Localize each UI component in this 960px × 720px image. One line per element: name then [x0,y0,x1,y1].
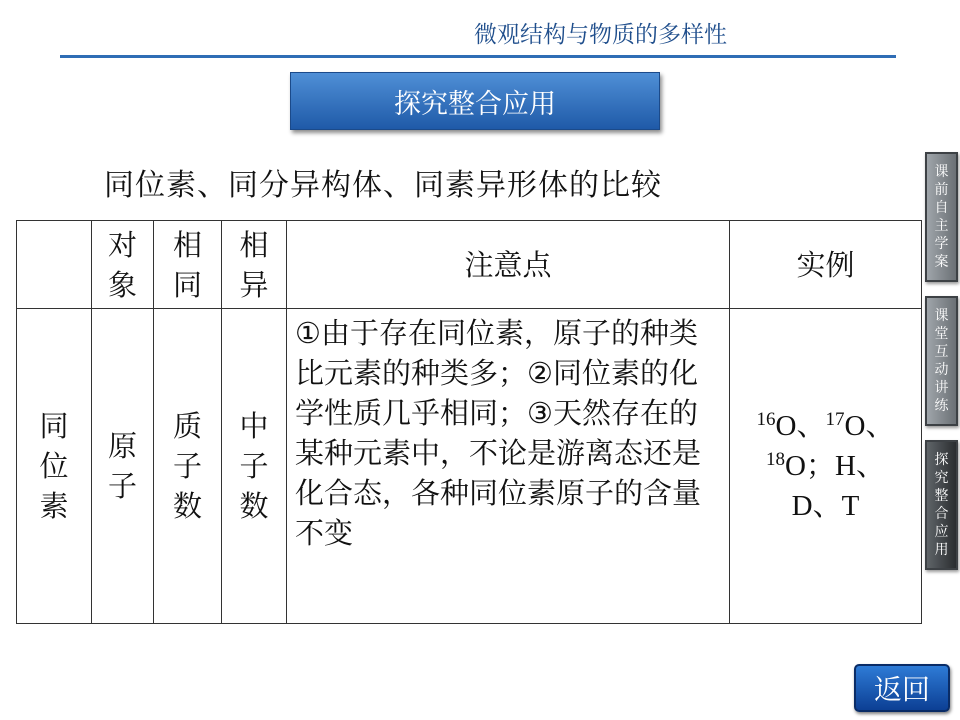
tab-pre-class-study[interactable]: 课前自主学案 [925,152,958,282]
row-different-cell: 中子数 [222,309,287,624]
example-line-1: $^{16}$O、$^{17}$O、 [756,409,895,442]
example-line-2: $^{18}$O；H、 [766,449,885,482]
header-divider [60,55,896,58]
header-notes: 注意点 [287,221,730,309]
back-button[interactable]: 返回 [854,664,950,712]
page-title: 同位素、同分异构体、同素异形体的比较 [104,168,662,203]
header-example: 实例 [730,221,922,309]
row-example-cell [730,309,922,624]
header-empty-cell [17,221,92,309]
table-header-row [17,221,922,309]
row-notes-cell: ①由于存在同位素，原子的种类比元素的种类多；②同位素的化学性质几乎相同；③天然存在的某种元素中，不论是游离态还是化合态，各种同位素原子的含量不变 [287,309,730,624]
tab-in-class-practice[interactable]: 课堂互动讲练 [925,296,958,426]
chapter-title: 微观结构与物质的多样性 [474,22,727,48]
comparison-table [16,220,922,624]
table-row [17,309,922,624]
tab-explore-integrate[interactable]: 探究整合应用 [925,440,958,570]
header-object: 对象 [92,221,154,309]
example-line-3: D、T [791,490,860,522]
row-object-cell: 原子 [92,309,154,624]
header-different: 相异 [222,221,287,309]
section-banner: 探究整合应用 [290,72,660,130]
row-name-cell: 同位素 [17,309,92,624]
row-same-cell: 质子数 [154,309,222,624]
header-same: 相同 [154,221,222,309]
